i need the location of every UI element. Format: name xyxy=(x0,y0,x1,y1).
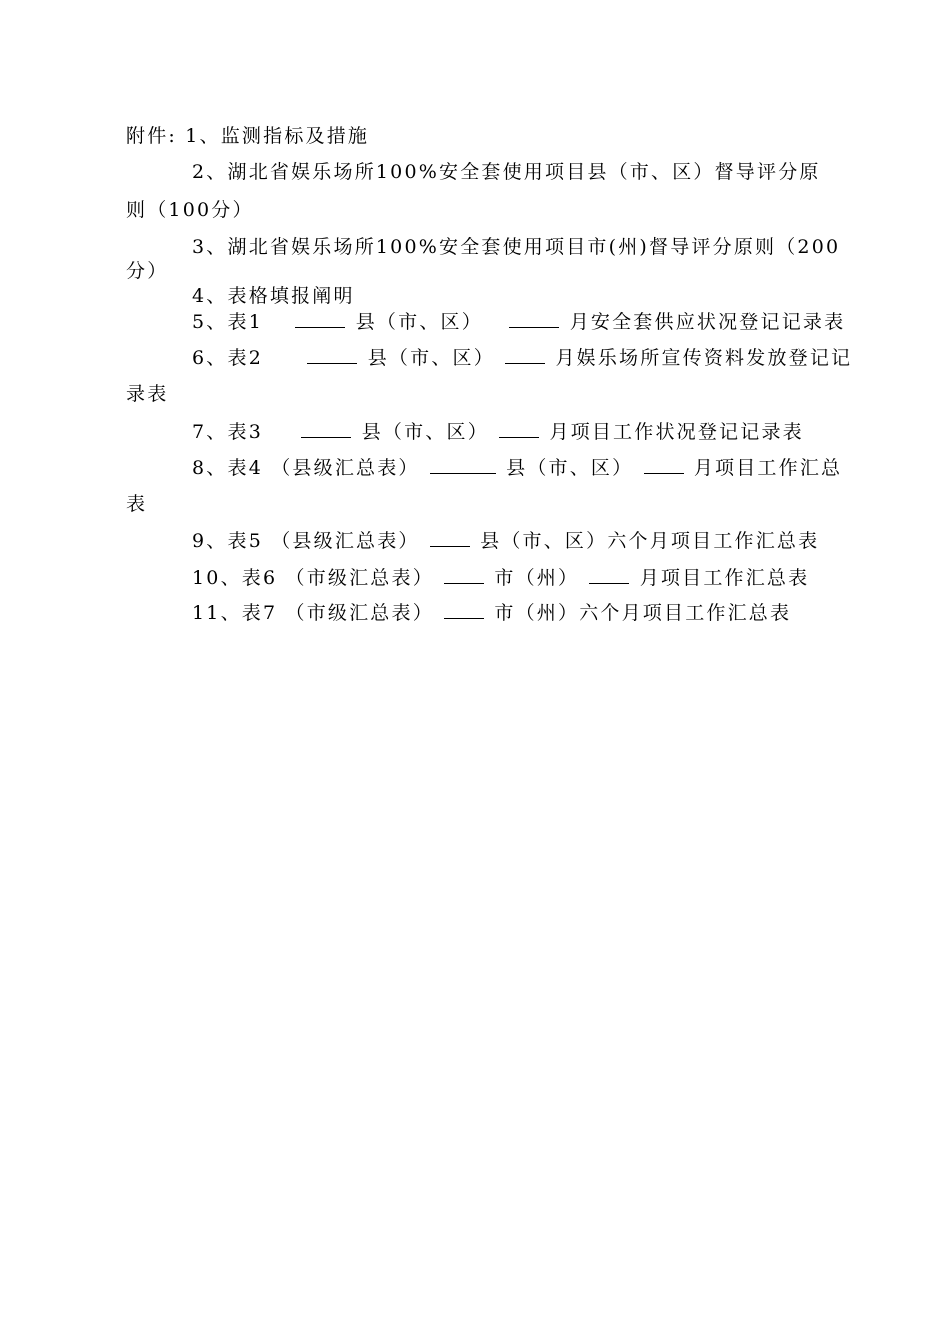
attachment-item-3-cont: 分） xyxy=(126,260,169,282)
item-8-prefix: 8、表4 （县级汇总表） xyxy=(192,457,420,479)
city-blank xyxy=(444,600,484,619)
item-7-county: 县（市、区） xyxy=(361,421,489,443)
item-5-county: 县（市、区） xyxy=(355,311,483,333)
attachment-item-3: 3、湖北省娱乐场所100%安全套使用项目市(州)督导评分原则（200 xyxy=(192,236,841,258)
month-blank xyxy=(499,419,539,438)
item-7-title: 月项目工作状况登记记录表 xyxy=(549,421,804,443)
item-5-prefix: 5、表1 xyxy=(192,311,263,333)
item-8-county: 县（市、区） xyxy=(506,457,634,479)
item-8-title: 月项目工作汇总 xyxy=(693,457,843,479)
attachment-item-8 xyxy=(192,455,842,480)
month-blank xyxy=(505,345,545,364)
attachment-item-10 xyxy=(192,565,809,590)
attachment-item-5 xyxy=(192,309,845,334)
city-blank xyxy=(444,565,484,584)
county-blank xyxy=(295,309,345,328)
month-blank xyxy=(509,309,559,328)
attachment-item-6-cont: 录表 xyxy=(126,383,169,405)
attachment-item-11 xyxy=(192,600,791,625)
attachment-item-9 xyxy=(192,528,819,553)
item-11-prefix: 11、表7 （市级汇总表） xyxy=(192,602,434,624)
month-blank xyxy=(644,455,684,474)
month-blank xyxy=(589,565,629,584)
attachment-item-2-cont: 则（100分） xyxy=(126,199,254,221)
county-blank xyxy=(307,345,357,364)
county-blank xyxy=(430,455,496,474)
attachment-item-6 xyxy=(192,345,852,370)
attachment-item-4: 4、表格填报阐明 xyxy=(192,285,355,307)
item-10-city: 市（州） xyxy=(494,567,580,589)
item-10-prefix: 10、表6 （市级汇总表） xyxy=(192,567,434,589)
item-6-prefix: 6、表2 xyxy=(192,347,263,369)
item-5-title: 月安全套供应状况登记记录表 xyxy=(569,311,846,333)
item-11-title: 市（州）六个月项目工作汇总表 xyxy=(494,602,792,624)
attachment-item-2: 2、湖北省娱乐场所100%安全套使用项目县（市、区）督导评分原 xyxy=(192,161,821,183)
item-10-title: 月项目工作汇总表 xyxy=(639,567,810,589)
county-blank xyxy=(430,528,470,547)
item-9-prefix: 9、表5 （县级汇总表） xyxy=(192,530,420,552)
attachment-heading: 附件: 1、监测指标及措施 xyxy=(126,125,370,147)
attachment-item-7 xyxy=(192,419,804,444)
attachment-item-8-cont: 表 xyxy=(126,493,148,515)
item-6-title: 月娱乐场所宣传资料发放登记记 xyxy=(555,347,853,369)
county-blank xyxy=(301,419,351,438)
item-6-county: 县（市、区） xyxy=(367,347,495,369)
item-7-prefix: 7、表3 xyxy=(192,421,263,443)
item-9-title: 县（市、区）六个月项目工作汇总表 xyxy=(480,530,820,552)
